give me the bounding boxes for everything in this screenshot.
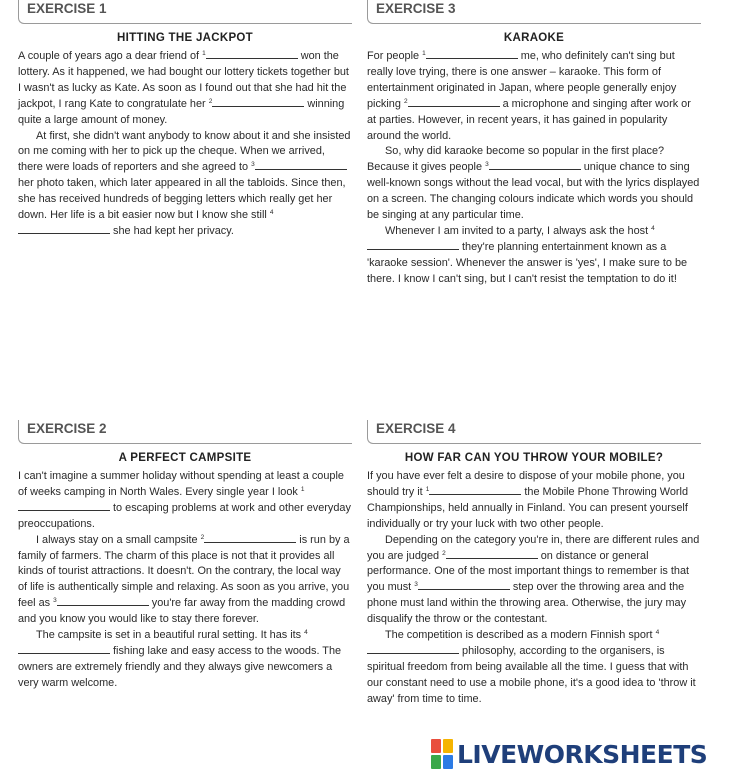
answer-blank[interactable] bbox=[255, 169, 347, 170]
answer-blank[interactable] bbox=[18, 510, 110, 511]
answer-blank[interactable] bbox=[489, 169, 581, 170]
paragraph-text: winning quite a large amount of money. bbox=[18, 97, 345, 126]
exercise-3-paragraph-1 bbox=[367, 49, 701, 144]
paragraph-text: philosophy, according to the organisers, is spiritual freedom from being available all the time. I guess that with our constant need to use a mobile phone, it's a good idea to 'throw it away' from time to time. bbox=[367, 644, 696, 705]
paragraph-text: step over the throwing area and the phone must land within the throwing area. Otherwise, the jury may disqualify the throw or the contestant. bbox=[367, 581, 687, 626]
exercise-3-paragraph-2 bbox=[367, 144, 701, 224]
paragraph-text: on distance or general performance. One of the most important things to remember is that you must bbox=[367, 549, 690, 594]
gap-number: 1 bbox=[425, 485, 430, 493]
answer-blank[interactable] bbox=[418, 589, 510, 590]
gap-number: 4 bbox=[269, 209, 274, 217]
gap-number: 2 bbox=[208, 97, 213, 105]
paragraph-text: The competition is described as a modern Finnish sport bbox=[385, 629, 656, 642]
paragraph-text: So, why did karaoke become so popular in the first place? Because it gives people bbox=[367, 145, 665, 174]
exercise-2-title: A PERFECT CAMPSITE bbox=[118, 452, 252, 464]
answer-blank[interactable] bbox=[426, 58, 518, 59]
gap-number: 3 bbox=[53, 597, 57, 605]
liveworksheets-badge-icon bbox=[431, 739, 453, 769]
paragraph-text: If you have ever felt a desire to dispose of your mobile phone, you should try it bbox=[367, 470, 685, 498]
gap-number: 2 bbox=[403, 97, 408, 105]
paragraph-text: The campsite is set in a beautiful rural setting. It has its bbox=[36, 629, 305, 642]
gap-number: 1 bbox=[422, 50, 426, 57]
answer-blank[interactable] bbox=[212, 106, 304, 107]
answer-blank[interactable] bbox=[446, 558, 538, 559]
exercise-4-paragraph-3 bbox=[367, 628, 701, 708]
exercise-3-paragraph-3 bbox=[367, 224, 701, 288]
exercise-4-paragraph-1 bbox=[367, 469, 701, 533]
gap-number: 3 bbox=[414, 581, 418, 589]
answer-blank[interactable] bbox=[429, 494, 521, 495]
exercise-2 bbox=[18, 420, 352, 692]
gap-number: 2 bbox=[442, 549, 446, 557]
paragraph-text: a microphone and singing after work or at parties. However, in recent years, it has gained in popularity around the world. bbox=[367, 97, 691, 142]
paragraph-text: Whenever I am invited to a party, I always ask the host bbox=[385, 224, 652, 237]
exercise-1 bbox=[18, 0, 352, 240]
gap-number: 3 bbox=[485, 161, 489, 169]
answer-blank[interactable] bbox=[204, 542, 296, 543]
exercise-3 bbox=[367, 0, 701, 288]
liveworksheets-wordmark: LIVEWORKSHEETS bbox=[457, 739, 708, 769]
paragraph-text: you're far away from the madding crowd and you know you would like to stay there forever. bbox=[18, 597, 346, 626]
exercise-2-header: EXERCISE 2 bbox=[18, 420, 352, 444]
exercise-2-paragraph-3 bbox=[18, 628, 352, 692]
paragraph-text: For people bbox=[367, 50, 423, 62]
badge-block-1 bbox=[431, 739, 441, 753]
exercise-1-paragraph-2 bbox=[18, 129, 352, 240]
exercise-2-paragraph-1 bbox=[18, 469, 352, 533]
gap-number: 2 bbox=[200, 533, 205, 541]
gap-number: 4 bbox=[655, 629, 660, 637]
paragraph-text: fishing lake and easy access to the woods. The owners are extremely friendly and they always give newcomers a very warm welcome. bbox=[18, 644, 342, 689]
exercise-2-paragraph-2 bbox=[18, 533, 352, 628]
exercise-1-header: EXERCISE 1 bbox=[18, 0, 352, 24]
badge-block-3 bbox=[431, 755, 441, 769]
exercise-4-header: EXERCISE 4 bbox=[367, 420, 701, 444]
paragraph-text: the Mobile Phone Throwing World Championships, held annually in Finland. You can present yourself individually or try your luck with two other people. bbox=[367, 485, 689, 530]
paragraph-text: I always stay on a small campsite bbox=[36, 533, 201, 546]
exercise-3-header: EXERCISE 3 bbox=[367, 0, 701, 24]
exercise-4-paragraph-2 bbox=[367, 533, 701, 628]
paragraph-text: I can't imagine a summer holiday without spending at least a couple of weeks camping in North Wales. Every single year I look bbox=[18, 470, 344, 498]
paragraph-text: to escaping problems at work and other everyday preoccupations. bbox=[18, 501, 351, 530]
exercise-3-title: KARAOKE bbox=[503, 32, 565, 44]
paragraph-text: At first, she didn't want anybody to know about it and she insisted on me coming with her to pick up the cheque. When we arrived, there were loads of reporters and she agreed to bbox=[18, 129, 351, 174]
paragraph-text: she had kept her privacy. bbox=[110, 224, 234, 237]
badge-block-2 bbox=[443, 739, 453, 753]
gap-number: 1 bbox=[300, 485, 305, 493]
badge-block-4 bbox=[443, 755, 453, 769]
paragraph-text: her photo taken, which later appeared in all the tabloids. Since then, she has received hundreds of begging letters which really get her down. Her life is a bit easier now but I know she still bbox=[18, 177, 346, 222]
paragraph-text: A couple of years ago a dear friend of bbox=[18, 50, 203, 62]
gap-number: 3 bbox=[251, 161, 255, 169]
gap-number: 4 bbox=[304, 629, 308, 637]
answer-blank[interactable] bbox=[408, 106, 500, 107]
answer-blank[interactable] bbox=[367, 653, 459, 654]
gap-number: 1 bbox=[202, 50, 206, 57]
gap-number: 4 bbox=[651, 224, 655, 232]
exercise-4 bbox=[367, 420, 701, 708]
answer-blank[interactable] bbox=[18, 653, 110, 654]
paragraph-text: won the lottery. As it happened, we had bought our lottery tickets together but I wasn't as lucky as Kate. As soon as I found out that she had hit the jackpot, I rang Kate to congratulate her bbox=[18, 50, 349, 110]
exercise-1-paragraph-1 bbox=[18, 49, 352, 129]
answer-blank[interactable] bbox=[57, 605, 149, 606]
exercise-1-title: HITTING THE JACKPOT bbox=[116, 32, 254, 44]
answer-blank[interactable] bbox=[18, 233, 110, 234]
exercise-4-title: HOW FAR CAN YOU THROW YOUR MOBILE? bbox=[404, 452, 664, 464]
answer-blank[interactable] bbox=[206, 58, 298, 59]
paragraph-text: Depending on the category you're in, there are different rules and you are judged bbox=[367, 533, 700, 562]
paragraph-text: is run by a family of farmers. The charm of this place is not that it provides all kinds of tourist attractions. It doesn't. On the contrary, the local way of life is authentically simple and relaxing. As soon as you arrive, you feel as bbox=[18, 533, 350, 610]
paragraph-text: me, who definitely can't sing but really love trying, there is one answer – karaoke. This form of entertainment originated in Japan, where people generally enjoy picking bbox=[367, 50, 677, 110]
answer-blank[interactable] bbox=[367, 249, 459, 250]
paragraph-text: unique chance to sing well-known songs without the lead vocal, but with the lyrics displayed on a screen. The changing colours indicate which words you should be singing at any particular time. bbox=[367, 161, 700, 222]
paragraph-text: they're planning entertainment known as a 'karaoke session'. Whenever the answer is 'yes', I make sure to be there. I know I can't sing, but I can't resist the temptation to do it! bbox=[367, 240, 688, 285]
liveworksheets-logo[interactable] bbox=[431, 736, 731, 772]
